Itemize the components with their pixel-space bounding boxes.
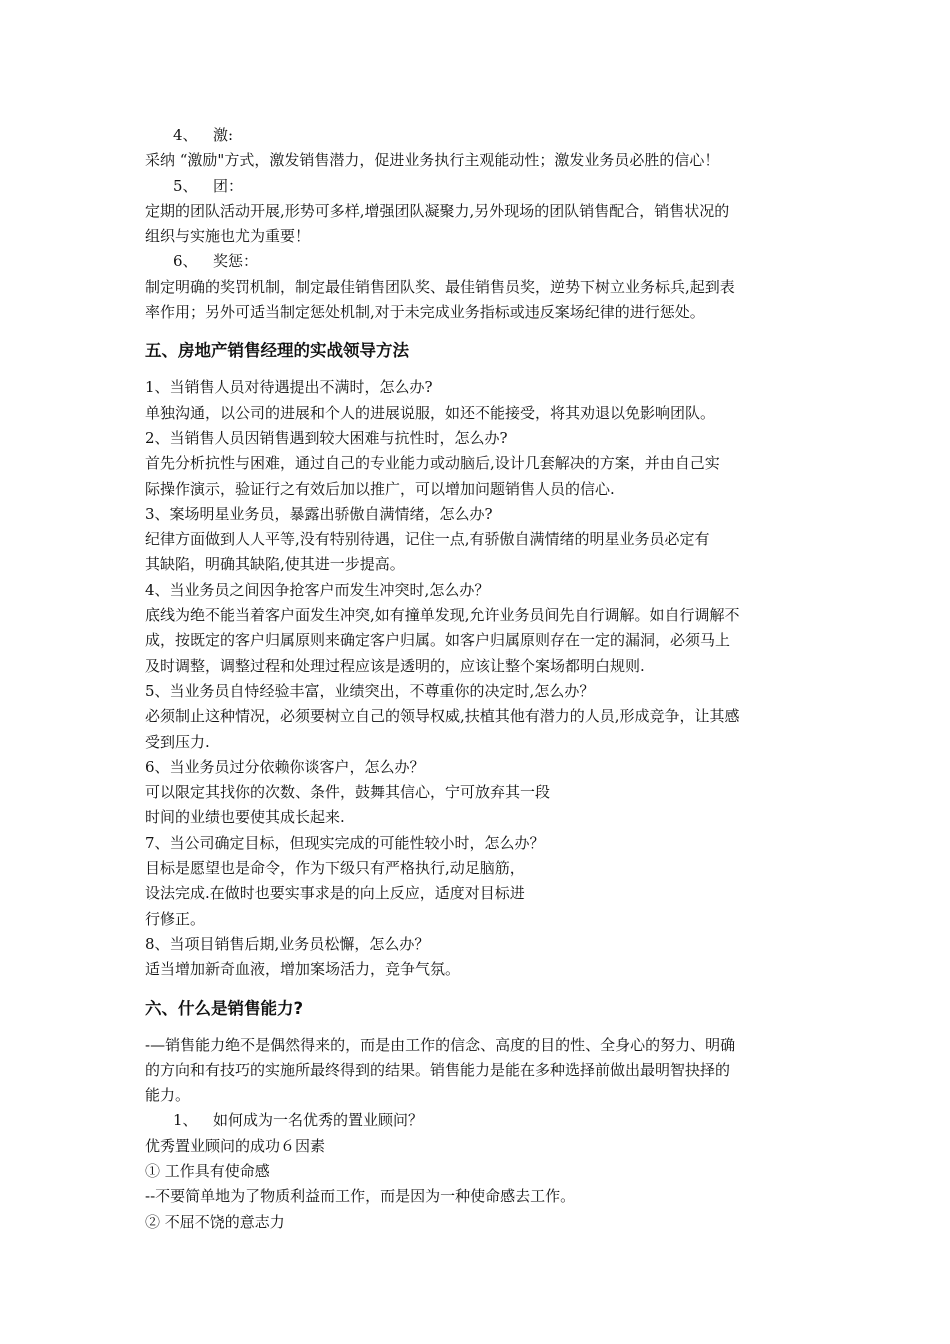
- item-title: 奖惩：: [213, 252, 259, 271]
- paragraph-line: 定期的团队活动开展,形势可多样,增强团队凝聚力,另外现场的团队销售配合，销售状况的: [145, 201, 730, 220]
- list-item-6: [145, 249, 810, 274]
- text-line: 7、当公司确定目标，但现实完成的可能性较小时，怎么办？: [145, 833, 545, 852]
- text-line: 优秀置业顾问的成功６因素: [145, 1136, 326, 1155]
- text-line: ② 不屈不饶的意志力: [145, 1212, 285, 1231]
- list-item-5: [145, 174, 810, 199]
- section-6-body: [145, 1033, 810, 1235]
- paragraph: 采纳 “激励"方式，激发销售潜力，促进业务执行主观能动性；激发业务员必胜的信心！: [145, 151, 720, 170]
- text-line: --不要简单地为了物质利益而工作，而是因为一种使命感去工作。: [145, 1187, 576, 1206]
- text-line: 可以限定其找你的次数、条件，鼓舞其信心，宁可放弃其一段: [145, 783, 551, 802]
- text-line: 2、当销售人员因销售遇到较大困难与抗性时，怎么办?: [145, 428, 508, 447]
- section-heading-6: 六、什么是销售能力?: [145, 998, 304, 1018]
- text-line: 首先分析抗性与困难，通过自己的专业能力或动脑后,设计几套解决的方案，并由自己实: [145, 454, 720, 473]
- text-line: 设法完成.在做时也要实事求是的向上反应，适度对目标进: [145, 884, 525, 903]
- text-line: 纪律方面做到人人平等,没有特别待遇，记住一点,有骄傲自满情绪的明星业务员必定有: [145, 530, 710, 549]
- item-title: 团：: [213, 176, 244, 195]
- text-line: 际操作演示，验证行之有效后加以推广，可以增加问题销售人员的信心.: [145, 479, 615, 498]
- text-line: 底线为绝不能当着客户面发生冲突,如有撞单发现,允许业务员间先自行调解。如自行调解不: [145, 606, 740, 625]
- text-line: 1、当销售人员对待遇提出不满时，怎么办?: [145, 378, 433, 397]
- paragraph-line: 率作用；另外可适当制定惩处机制,对于未完成业务指标或违反案场纪律的进行惩处。: [145, 303, 705, 322]
- text-line: 及时调整，调整过程和处理过程应该是透明的，应该让整个案场都明白规则.: [145, 656, 645, 675]
- paragraph-line: 的方向和有技巧的实施所最终得到的结果。销售能力是能在多种选择前做出最明智抉择的: [145, 1060, 731, 1079]
- list-item-4: [145, 123, 810, 148]
- text-line: 单独沟通，以公司的进展和个人的进展说服，如还不能接受，将其劝退以免影响团队。: [145, 403, 716, 422]
- text-line: 必须制止这种情况，必须要树立自己的领导权威,扶植其他有潜力的人员,形成竞争，让其感: [145, 707, 740, 726]
- text-line: 成，按既定的客户归属原则来确定客户归属。如客户归属原则存在一定的漏洞，必须马上: [145, 631, 731, 650]
- text-line: 受到压力.: [145, 732, 210, 751]
- section-heading-5: 五、房地产销售经理的实战领导方法: [145, 341, 409, 361]
- paragraph-line: 制定明确的奖罚机制，制定最佳销售团队奖、最佳销售员奖，逆势下树立业务标兵,起到表: [145, 277, 735, 296]
- paragraph-line: 组织与实施也尤为重要！: [145, 227, 311, 246]
- paragraph-line: -—销售能力绝不是偶然得来的，而是由工作的信念、高度的目的性、全身心的努力、明确: [145, 1035, 736, 1054]
- text-line: 目标是愿望也是命令，作为下级只有严格执行,动足脑筋，: [145, 859, 525, 878]
- item-number: 5、: [173, 176, 198, 195]
- text-line: 5、当业务员自恃经验丰富，业绩突出，不尊重你的决定时,怎么办？: [145, 681, 595, 700]
- paragraph-line: 能力。: [145, 1086, 191, 1105]
- item-title: 激:: [213, 126, 234, 144]
- text-line: 8、当项目销售后期,业务员松懈，怎么办？: [145, 934, 430, 953]
- text-line: 时间的业绩也要使其成长起来.: [145, 808, 345, 827]
- section-5-body: [145, 375, 810, 982]
- text-line: 3、案场明星业务员，暴露出骄傲自满情绪，怎么办?: [145, 504, 493, 523]
- text-line: 行修正。: [145, 909, 206, 928]
- item-number: 1、: [173, 1111, 198, 1130]
- item-title: 如何成为一名优秀的置业顾问？: [213, 1111, 424, 1130]
- item-number: 4、: [173, 126, 198, 144]
- text-line: 6、当业务员过分依赖你谈客户，怎么办？: [145, 757, 425, 776]
- list-item-1: [145, 1108, 810, 1133]
- text-line: 其缺陷，明确其缺陷,使其进一步提高。: [145, 555, 405, 574]
- text-line: 适当增加新奇血液，增加案场活力，竞争气氛。: [145, 960, 461, 979]
- item-number: 6、: [173, 252, 198, 271]
- text-line: 4、当业务员之间因争抢客户而发生冲突时,怎么办？: [145, 580, 490, 599]
- text-line: ① 工作具有使命感: [145, 1161, 270, 1180]
